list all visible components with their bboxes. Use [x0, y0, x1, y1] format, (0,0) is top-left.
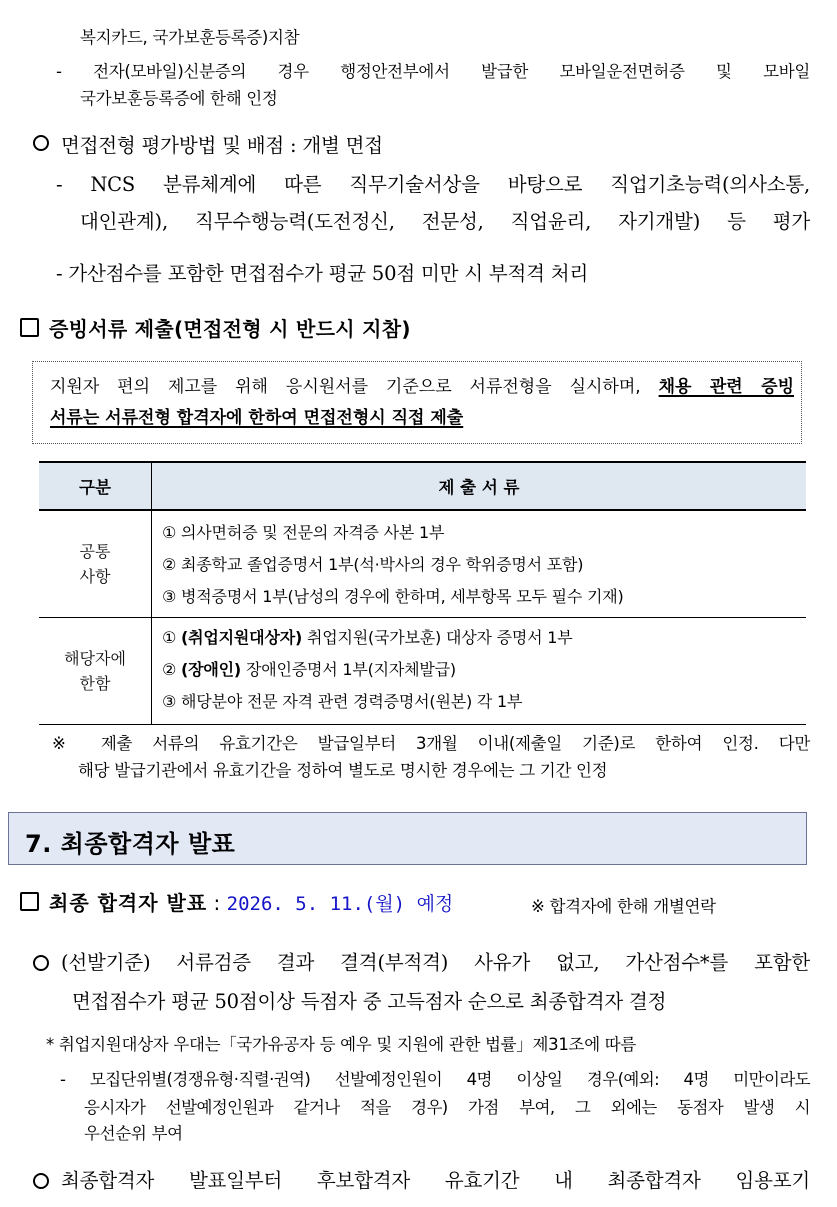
section-7-title: 7. 최종합격자 발표	[25, 830, 236, 858]
interview-dash-1-line-1: - NCS 분류체계에 따른 직무기술서상을 바탕으로 직업기초능력(의사소통,	[56, 173, 810, 196]
criteria-line-1: (선발기준) 서류검증 결과 결격(부적격) 사유가 없고, 가산점수*를 포함한	[33, 948, 810, 978]
interview-dash-2: - 가산점수를 포함한 면접점수가 평균 50점 미만 시 부적격 처리	[56, 262, 589, 285]
list-item: ① 의사면허증 및 전문의 자격증 사본 1부	[162, 523, 445, 542]
last-line: 최종합격자 발표일부터 후보합격자 유효기간 내 최종합격자 임용포기	[33, 1166, 810, 1196]
criteria-line-2: 면접점수가 평균 50점이상 득점자 중 고득점자 순으로 최종합격자 결정	[72, 990, 667, 1013]
announcement-label: 최종 합격자 발표	[49, 891, 208, 915]
header-documents: 제 출 서 류	[152, 462, 807, 510]
circle-bullet-icon	[33, 955, 49, 971]
documents-heading: 증빙서류 제출(면접전형 시 반드시 지참)	[20, 313, 411, 342]
documents-table	[39, 461, 806, 725]
header-category: 구분	[39, 462, 152, 510]
notice-line-1: 지원자 편의 제고를 위해 응시원서를 기준으로 서류전형을 실시하며, 채용 관련 증빙	[50, 377, 794, 397]
notice-line-2: 서류는 서류전형 합격자에 한하여 면접전형시 직접 제출	[50, 408, 464, 428]
list-item: ② (장애인) 장애인증명서 1부(지자체발급)	[162, 660, 456, 679]
announcement-note: ※ 합격자에 한해 개별연락	[531, 897, 716, 916]
square-bullet-icon	[20, 318, 39, 337]
common-doc-list	[152, 510, 807, 618]
list-item: ③ 병적증명서 1부(남성의 경우에 한하며, 세부항목 모두 필수 기재)	[162, 587, 624, 606]
list-item: ① (취업지원대상자) 취업지원(국가보훈) 대상자 증명서 1부	[162, 628, 573, 647]
category-applicable: 해당자에 한함	[39, 618, 152, 725]
list-item: ③ 해당분야 전문 자격 관련 경력증명서(원본) 각 1부	[162, 692, 523, 711]
square-bullet-icon	[20, 892, 39, 911]
table-header-row	[39, 462, 806, 510]
circle-bullet-icon	[33, 1173, 49, 1189]
list-item: ② 최종학교 졸업증명서 1부(석·박사의 경우 학위증명서 포함)	[162, 555, 584, 574]
validity-note-line-2: 해당 발급기관에서 유효기간을 정하여 별도로 명시한 경우에는 그 기간 인정	[78, 761, 608, 780]
tie-break-line-2: 응시자가 선발예정인원과 같거나 적을 경우) 가점 부여, 그 외에는 동점자 발생 시	[84, 1098, 810, 1117]
validity-note-line-1: ※ 제출 서류의 유효기간은 발급일부터 3개월 이내(제출일 기준)로 한하여 인정. 다만	[52, 734, 810, 753]
id-card-continuation: 복지카드, 국가보훈등록증)지참	[80, 28, 300, 47]
notice-box	[32, 361, 802, 444]
announcement-date: 2026. 5. 11.(월) 예정	[226, 893, 454, 915]
applicable-doc-list	[152, 618, 807, 725]
category-common: 공통 사항	[39, 510, 152, 618]
announcement-line: 최종 합격자 발표 : 2026. 5. 11.(월) 예정	[20, 888, 453, 919]
tie-break-line-1: - 모집단위별(경쟁유형·직렬·권역) 선발예정인원이 4명 이상일 경우(예외: 4명 미만이라도	[60, 1070, 810, 1089]
table-row	[39, 510, 806, 618]
footnote: * 취업지원대상자 우대는「국가유공자 등 예우 및 지원에 관한 법률」제31조에 따름	[46, 1035, 637, 1054]
circle-bullet-icon	[33, 135, 49, 151]
section-7-header	[8, 812, 807, 865]
tie-break-line-3: 우선순위 부여	[84, 1124, 183, 1143]
interview-dash-1-line-2: 대인관계), 직무수행능력(도전정신, 전문성, 직업윤리, 자기개발) 등 평가	[80, 210, 810, 233]
mobile-id-line-1: - 전자(모바일)신분증의 경우 행정안전부에서 발급한 모바일운전면허증 및 모바일	[56, 62, 810, 81]
table-row	[39, 618, 806, 725]
interview-heading: 면접전형 평가방법 및 배점 : 개별 면접	[33, 131, 383, 161]
mobile-id-line-2: 국가보훈등록증에 한해 인정	[80, 89, 278, 108]
